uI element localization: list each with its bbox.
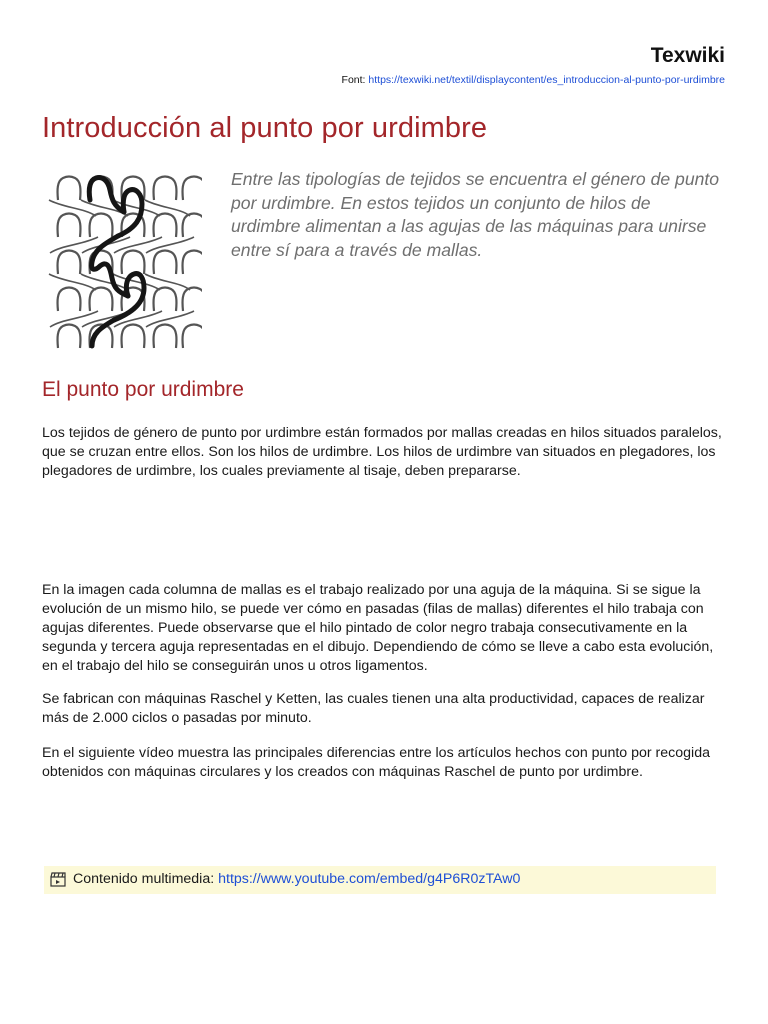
source-line (342, 74, 725, 86)
multimedia-text (73, 871, 520, 887)
section-heading: El punto por urdimbre (42, 378, 244, 401)
film-clip-icon (50, 872, 67, 887)
multimedia-label: Contenido multimedia: (73, 871, 219, 887)
body-paragraph-3: Se fabrican con máquinas Raschel y Ketten, las cuales tienen una alta productividad, capaces de realizar más de 2.000 ciclos o pasadas por minuto. (42, 691, 705, 726)
warp-knit-diagram (44, 170, 202, 356)
source-link[interactable]: https://texwiki.net/textil/displaycontent/es_introduccion-al-punto-por-urdimbre (368, 74, 725, 86)
site-title: Texwiki (650, 44, 725, 67)
multimedia-box (44, 866, 716, 894)
page-title: Introducción al punto por urdimbre (42, 112, 488, 144)
source-label: Font: (341, 74, 369, 86)
body-paragraph-1: Los tejidos de género de punto por urdimbre están formados por mallas creadas en hilos situados paralelos, que se cruzan entre ellos. Son los hilos de urdimbre. Los hilos de urdimbre van situados en plegadores, los plegadores de urdimbre, los cuales previamente al tisaje, deben prepararse. (42, 425, 722, 479)
body-paragraph-4: En el siguiente vídeo muestra las principales diferencias entre los artículos hechos con punto por recogida obtenidos con máquinas circulares y los creados con máquinas Raschel de punto por urdimbre. (42, 745, 710, 780)
intro-paragraph: Entre las tipologías de tejidos se encuentra el género de punto por urdimbre. En estos tejidos un conjunto de hilos de urdimbre alimentan a las agujas de las máquinas para unirse entre sí para a través de mallas. (231, 169, 720, 260)
body-paragraph-2: En la imagen cada columna de mallas es el trabajo realizado por una aguja de la máquina. Si se sigue la evolución de un mismo hilo, se puede ver cómo en pasadas (filas de mallas) diferentes el hilo trabaja con agujas diferentes. Puede observarse que el hilo pintado de color negro trabaja consecutivamente en la segunda y tercera aguja representadas en el dibujo. Dependiendo de cómo se lleve a cabo esta evolución, en el trabajo del hilo se conseguirán unos u otros ligamentos. (42, 582, 714, 674)
multimedia-link[interactable]: https://www.youtube.com/embed/g4P6R0zTAw0 (218, 871, 521, 887)
